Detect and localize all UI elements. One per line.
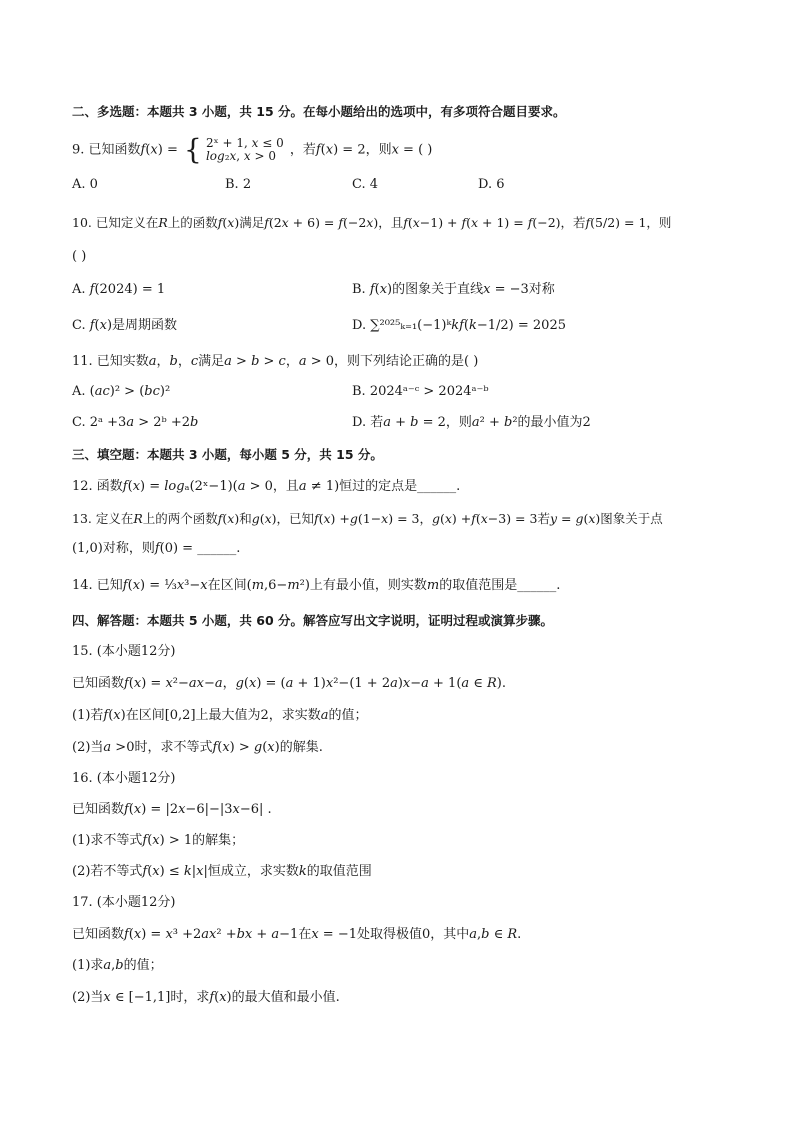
question-11-option-d[interactable]: D. 若𝑎 + 𝑏 = 2，则𝑎² + 𝑏²的最小值为2	[352, 415, 591, 430]
question-16-part-1: (1)求不等式𝑓(𝑥) > 1的解集；	[72, 833, 245, 848]
question-11-option-c[interactable]: C. 2ᵃ +3𝑎 > 2ᵇ +2𝑏	[72, 415, 199, 430]
section-header-fill-blank: 三、填空题：本题共 3 小题，每小题 5 分，共 15 分。	[72, 447, 383, 462]
question-10-option-d[interactable]: D. ∑²⁰²⁵ₖ₌₁(−1)ᵏ𝑘𝑓(𝑘−1/2) = 2025	[352, 318, 566, 333]
piecewise-function	[184, 133, 284, 166]
section-header-multi-choice: 二、多选题：本题共 3 小题，共 15 分。在每小题给出的选项中，有多项符合题目要求。	[72, 104, 566, 119]
question-9-prefix: 9. 已知函数𝑓(𝑥) =	[72, 142, 178, 158]
question-11-option-a[interactable]: A. (𝑎𝑐)² > (𝑏𝑐)²	[72, 384, 171, 399]
question-13-stem-cont: (1,0)对称，则𝑓(0) = ______.	[72, 541, 241, 556]
question-13-stem: 13. 定义在𝑅上的两个函数𝑓(𝑥)和𝑔(𝑥)，已知𝑓(𝑥) +𝑔(1−𝑥) = 3，𝑔(𝑥) +𝑓(𝑥−3) = 3若𝑦 = 𝑔(𝑥)图象关于点	[72, 511, 663, 526]
piece-row-1: 2ˣ + 1, 𝑥 ≤ 0	[205, 136, 284, 150]
question-17-given: 已知函数𝑓(𝑥) = 𝑥³ +2𝑎𝑥² +𝑏𝑥 + 𝑎−1在𝑥 = −1处取得极值0，其中𝑎,𝑏 ∈ 𝑅.	[72, 927, 522, 942]
question-11-option-b[interactable]: B. 2024ᵃ⁻ᶜ > 2024ᵃ⁻ᵇ	[352, 384, 489, 399]
question-15-given: 已知函数𝑓(𝑥) = 𝑥²−𝑎𝑥−𝑎，𝑔(𝑥) = (𝑎 + 1)𝑥²−(1 + 2𝑎)𝑥−𝑎 + 1(𝑎 ∈ 𝑅).	[72, 676, 507, 691]
piece-row-2: 𝑙𝑜𝑔₂𝑥, 𝑥 > 0	[205, 149, 277, 163]
question-10-stem: 10. 已知定义在𝑅上的函数𝑓(𝑥)满足𝑓(2𝑥 + 6) = 𝑓(−2𝑥)，且𝑓(𝑥−1) + 𝑓(𝑥 + 1) = 𝑓(−2)，若𝑓(5/2) = 1，则	[72, 215, 672, 230]
question-9-option-c[interactable]: C. 4	[352, 177, 379, 192]
brace-symbol: {	[184, 133, 202, 166]
question-9-option-d[interactable]: D. 6	[478, 177, 505, 192]
question-10-option-c[interactable]: C. 𝑓(𝑥)是周期函数	[72, 318, 178, 333]
question-9-stem	[72, 133, 754, 166]
question-10-stem-cont: ( )	[72, 249, 87, 264]
question-17-part-2: (2)当𝑥 ∈ [−1,1]时，求𝑓(𝑥)的最大值和最小值.	[72, 990, 340, 1005]
question-10-option-a[interactable]: A. 𝑓(2024) = 1	[72, 282, 166, 297]
question-15-part-1: (1)若𝑓(𝑥)在区间[0,2]上最大值为2，求实数𝑎的值；	[72, 708, 368, 723]
question-9-option-b[interactable]: B. 2	[225, 177, 252, 192]
question-9-option-a[interactable]: A. 0	[72, 177, 98, 192]
question-16-title: 16. (本小题12分)	[72, 771, 176, 786]
question-15-part-2: (2)当𝑎 >0时，求不等式𝑓(𝑥) > 𝑔(𝑥)的解集.	[72, 740, 323, 755]
question-17-part-1: (1)求𝑎,𝑏的值；	[72, 958, 163, 973]
question-16-given: 已知函数𝑓(𝑥) = |2𝑥−6|−|3𝑥−6| .	[72, 802, 272, 817]
question-16-part-2: (2)若不等式𝑓(𝑥) ≤ 𝑘|𝑥|恒成立，求实数𝑘的取值范围	[72, 864, 372, 879]
question-14-stem: 14. 已知𝑓(𝑥) = ⅓𝑥³−𝑥在区间(𝑚,6−𝑚²)上有最小值，则实数𝑚的取值范围是______.	[72, 578, 561, 593]
question-9-suffix: ，若𝑓(𝑥) = 2，则𝑥 = ( )	[289, 142, 433, 158]
question-10-option-b[interactable]: B. 𝑓(𝑥)的图象关于直线𝑥 = −3对称	[352, 282, 555, 297]
question-15-title: 15. (本小题12分)	[72, 644, 176, 659]
question-17-title: 17. (本小题12分)	[72, 895, 176, 910]
section-header-answer: 四、解答题：本题共 5 小题，共 60 分。解答应写出文字说明，证明过程或演算步骤。	[72, 613, 554, 628]
question-11-stem: 11. 已知实数𝑎，𝑏，𝑐满足𝑎 > 𝑏 > 𝑐，𝑎 > 0，则下列结论正确的是( )	[72, 354, 479, 369]
question-12-stem: 12. 函数𝑓(𝑥) = 𝑙𝑜𝑔ₐ(2ˣ−1)(𝑎 > 0，且𝑎 ≠ 1)恒过的定点是______.	[72, 479, 461, 494]
